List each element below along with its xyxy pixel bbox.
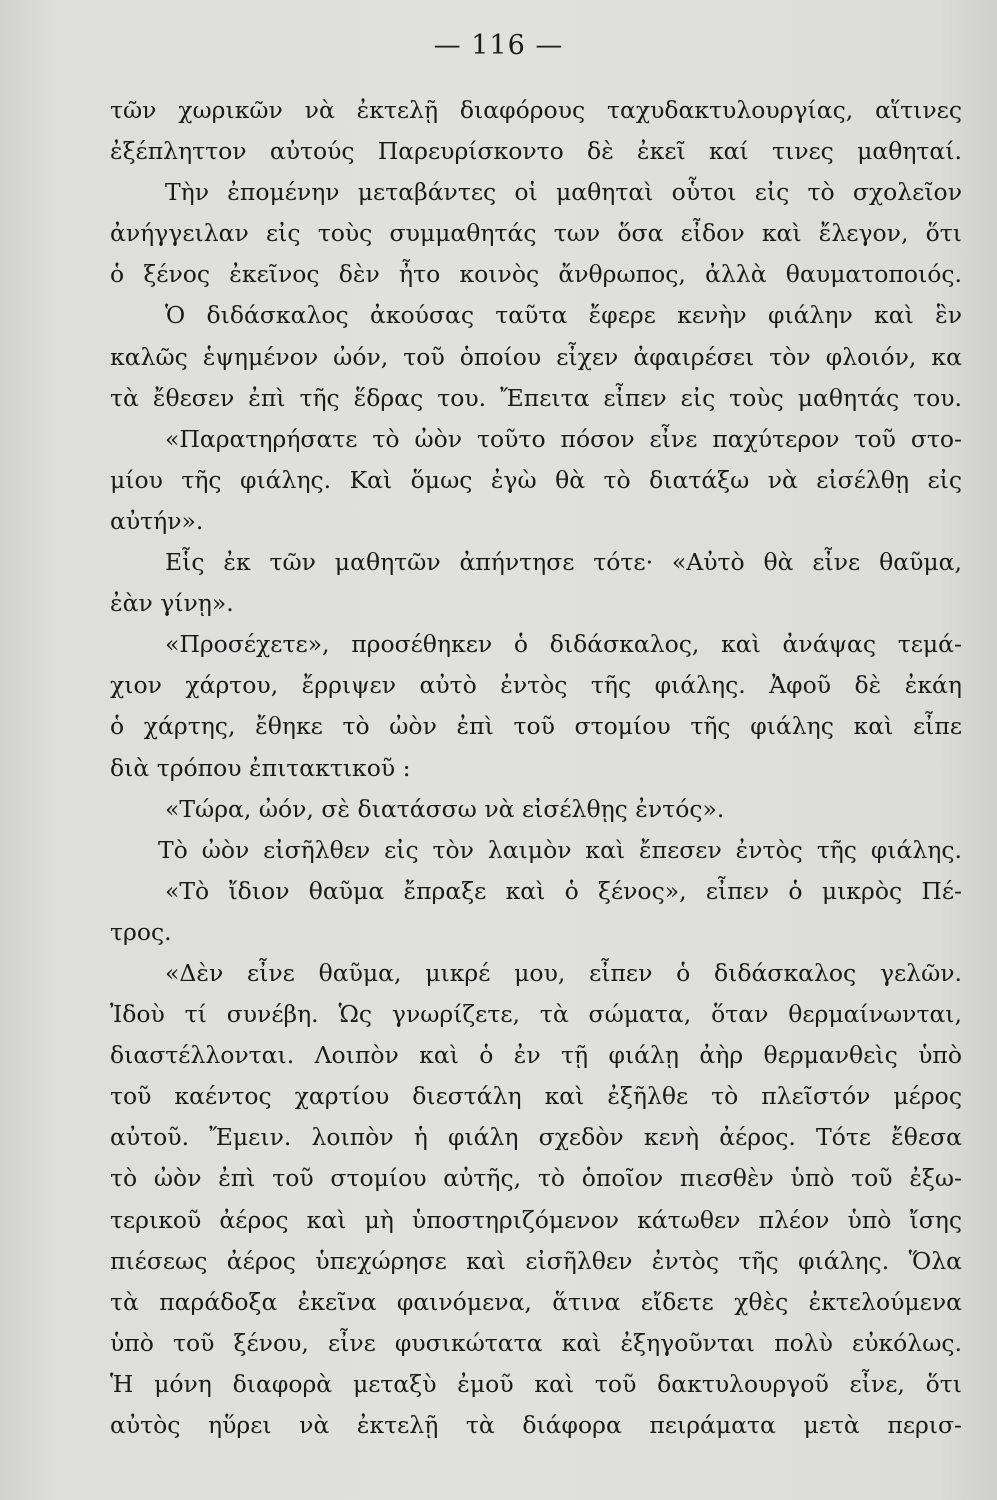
text-line: «Προσέχετε», προσέθηκεν ὁ διδάσκαλος, καὶ ἀνάψας τεμά- bbox=[165, 630, 962, 659]
text-line: καλῶς ἑψημένον ὠόν, τοῦ ὁποίου εἶχεν ἀφαιρέσει τὸν φλοιόν, κα bbox=[110, 342, 962, 371]
text-line: ὁ ξένος ἐκεῖνος δὲν ἦτο κοινὸς ἄνθρωπος, ἀλλὰ θαυματοποιός. bbox=[110, 260, 962, 289]
text-line: Ἰδοὺ τί συνέβη. Ὡς γνωρίζετε, τὰ σώματα, ὅταν θερμαίνωνται, bbox=[110, 1000, 962, 1029]
text-line: «Τώρα, ὠόν, σὲ διατάσσω νὰ εἰσέλθῃς ἐντός». bbox=[165, 794, 725, 823]
text-line: Τὴν ἐπομένην μεταβάντες οἱ μαθηταὶ οὗτοι εἰς τὸ σχολεῖον bbox=[165, 178, 962, 207]
text-line: ἐὰν γίνῃ». bbox=[110, 589, 234, 618]
text-line: ὁ χάρτης, ἔθηκε τὸ ὠὸν ἐπὶ τοῦ στομίου τῆς φιάλης καὶ εἶπε bbox=[110, 712, 962, 741]
text-line: αὐτοῦ. Ἔμειν. λοιπὸν ἡ φιάλη σχεδὸν κενὴ ἀέρος. Τότε ἔθεσα bbox=[110, 1123, 962, 1152]
text-line: ἐξέπληττον αὐτούς Παρευρίσκοντο δὲ ἐκεῖ καί τινες μαθηταί. bbox=[110, 137, 962, 166]
text-line: χιον χάρτου, ἔρριψεν αὐτὸ ἐντὸς τῆς φιάλης. Ἀφοῦ δὲ ἐκάη bbox=[110, 671, 962, 700]
text-line: μίου τῆς φιάλης. Καὶ ὅμως ἐγὼ θὰ τὸ διατάξω νὰ εἰσέλθῃ εἰς bbox=[110, 465, 962, 494]
text-line: «Δὲν εἶνε θαῦμα, μικρέ μου, εἶπεν ὁ διδάσκαλος γελῶν. bbox=[165, 958, 962, 987]
text-body bbox=[110, 90, 962, 1446]
text-line: «Τὸ ἴδιον θαῦμα ἔπραξε καὶ ὁ ξένος», εἶπεν ὁ μικρὸς Πέ- bbox=[165, 876, 962, 905]
text-line: Τὸ ὠὸν εἰσῆλθεν εἰς τὸν λαιμὸν καὶ ἔπεσεν ἐντὸς τῆς φιάλης. bbox=[158, 835, 962, 864]
text-line: αὐτήν». bbox=[110, 506, 204, 535]
text-line: ὑπὸ τοῦ ξένου, εἶνε φυσικώτατα καὶ ἐξηγοῦνται πολὺ εὐκόλως. bbox=[110, 1328, 962, 1357]
text-line: τοῦ καέντος χαρτίου διεστάλη καὶ ἐξῆλθε τὸ πλεῖστόν μέρος bbox=[110, 1082, 962, 1111]
text-line: «Παρατηρήσατε τὸ ὠὸν τοῦτο πόσον εἶνε παχύτερον τοῦ στο- bbox=[165, 424, 962, 453]
text-line: διαστέλλονται. Λοιπὸν καὶ ὁ ἐν τῇ φιάλῃ ἀὴρ θερμανθεὶς ὑπὸ bbox=[110, 1041, 962, 1070]
text-line: τὸ ὠὸν ἐπὶ τοῦ στομίου αὐτῆς, τὸ ὁποῖον πιεσθὲν ὑπὸ τοῦ ἐξω- bbox=[110, 1164, 962, 1193]
page-number: — 116 — bbox=[433, 30, 564, 61]
text-line: τὰ παράδοξα ἐκεῖνα φαινόμενα, ἅτινα εἴδετε χθὲς ἐκτελούμενα bbox=[110, 1287, 962, 1316]
text-line: τὰ ἔθεσεν ἐπὶ τῆς ἕδρας του. Ἔπειτα εἶπεν εἰς τοὺς μαθητάς του. bbox=[110, 383, 962, 412]
text-line: διὰ τρόπου ἐπιτακτικοῦ : bbox=[110, 753, 411, 782]
text-line: Εἷς ἐκ τῶν μαθητῶν ἀπήντησε τότε· «Αὐτὸ θὰ εἶνε θαῦμα, bbox=[165, 548, 962, 577]
text-line: ἀνήγγειλαν εἰς τοὺς συμμαθητάς των ὅσα εἶδον καὶ ἔλεγον, ὅτι bbox=[110, 219, 962, 248]
text-line: τερικοῦ ἀέρος καὶ μὴ ὑποστηριζόμενον κάτωθεν πλέον ὑπὸ ἴσης bbox=[110, 1205, 962, 1234]
text-line: πιέσεως ἀέρος ὑπεχώρησε καὶ εἰσῆλθεν ἐντὸς τῆς φιάλης. Ὅλα bbox=[110, 1246, 962, 1275]
text-line: Ὁ διδάσκαλος ἀκούσας ταῦτα ἔφερε κενὴν φιάλην καὶ ἓν bbox=[165, 301, 962, 330]
text-line: Ἡ μόνη διαφορὰ μεταξὺ ἐμοῦ καὶ τοῦ δακτυλουργοῦ εἶνε, ὅτι bbox=[110, 1369, 962, 1398]
text-line: τρος. bbox=[110, 917, 172, 946]
text-line: τῶν χωρικῶν νὰ ἐκτελῇ διαφόρους ταχυδακτυλουργίας, αἵτινες bbox=[110, 96, 962, 124]
text-line: αὐτὸς ηὕρει νὰ ἐκτελῇ τὰ διάφορα πειράματα μετὰ περισ- bbox=[110, 1411, 962, 1439]
